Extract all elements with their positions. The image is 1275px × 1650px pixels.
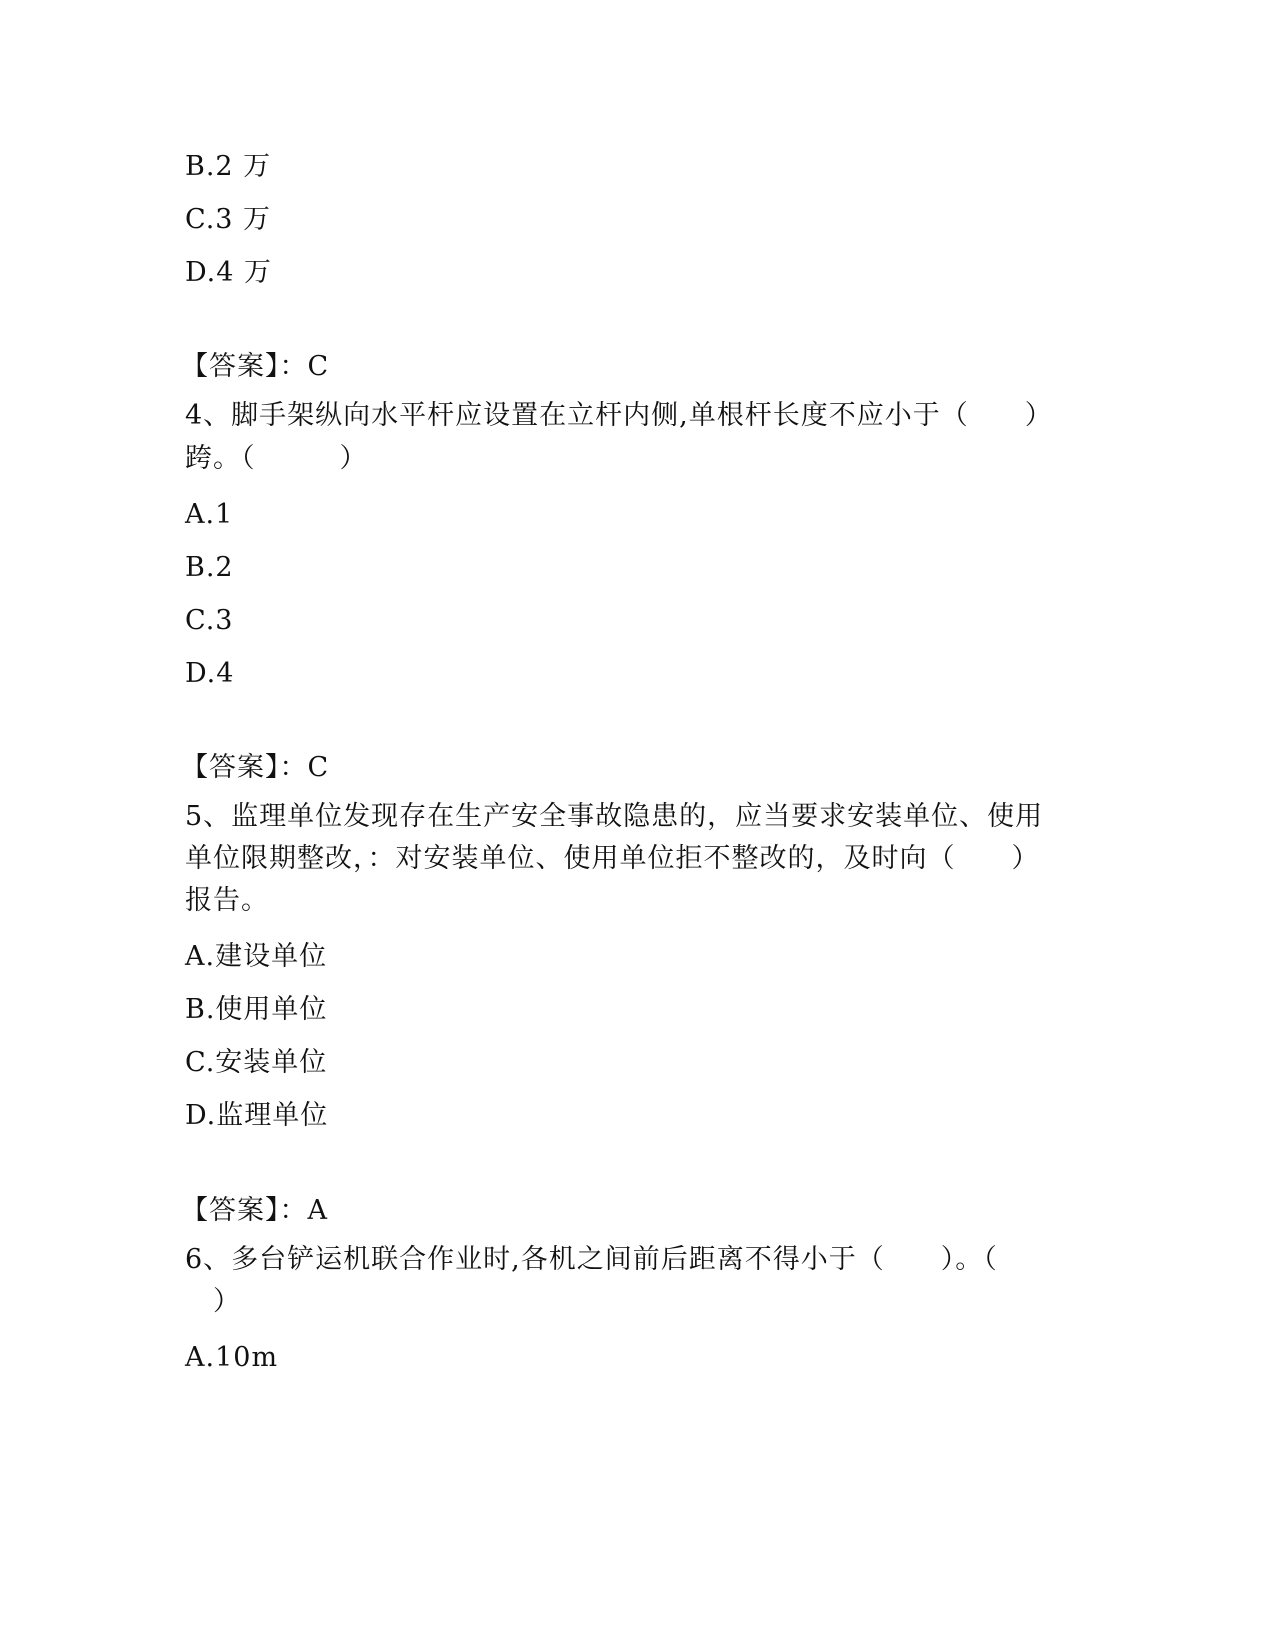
q4-option-a: A.1 [185, 499, 234, 530]
q4-option-c: C.3 [185, 605, 234, 636]
q5-stem-line-3: 报告。 [185, 885, 269, 916]
q5-option-d: D.监理单位 [185, 1100, 329, 1131]
q6-stem-line-2: ） [185, 1286, 241, 1317]
q5-answer: 【答案】：A [181, 1195, 328, 1226]
q5-option-c: C.安装单位 [185, 1047, 328, 1078]
q5-option-a: A.建设单位 [185, 941, 328, 972]
q4-option-d: D.4 [185, 658, 235, 689]
q3-option-b: B.2 万 [185, 151, 272, 182]
q3-option-d: D.4 万 [185, 257, 273, 288]
q6-stem-line-1: 6、多台铲运机联合作业时,各机之间前后距离不得小于（ ）。（ [185, 1244, 998, 1275]
q3-answer: 【答案】：C [181, 351, 330, 382]
q5-stem-line-1: 5、监理单位发现存在生产安全事故隐患的，应当要求安装单位、使用 [185, 801, 1044, 832]
q4-stem-line-1: 4、脚手架纵向水平杆应设置在立杆内侧,单根杆长度不应小于（ ） [185, 400, 1053, 431]
q4-answer: 【答案】：C [181, 752, 330, 783]
q5-stem-line-2: 单位限期整改，：对安装单位、使用单位拒不整改的，及时向（ ） [185, 843, 1040, 874]
q5-option-b: B.使用单位 [185, 994, 328, 1025]
q3-option-c: C.3 万 [185, 204, 272, 235]
q4-option-b: B.2 [185, 552, 234, 583]
q4-stem-line-2: 跨。（ ） [185, 443, 368, 474]
q6-option-a: A.10m [185, 1342, 279, 1373]
